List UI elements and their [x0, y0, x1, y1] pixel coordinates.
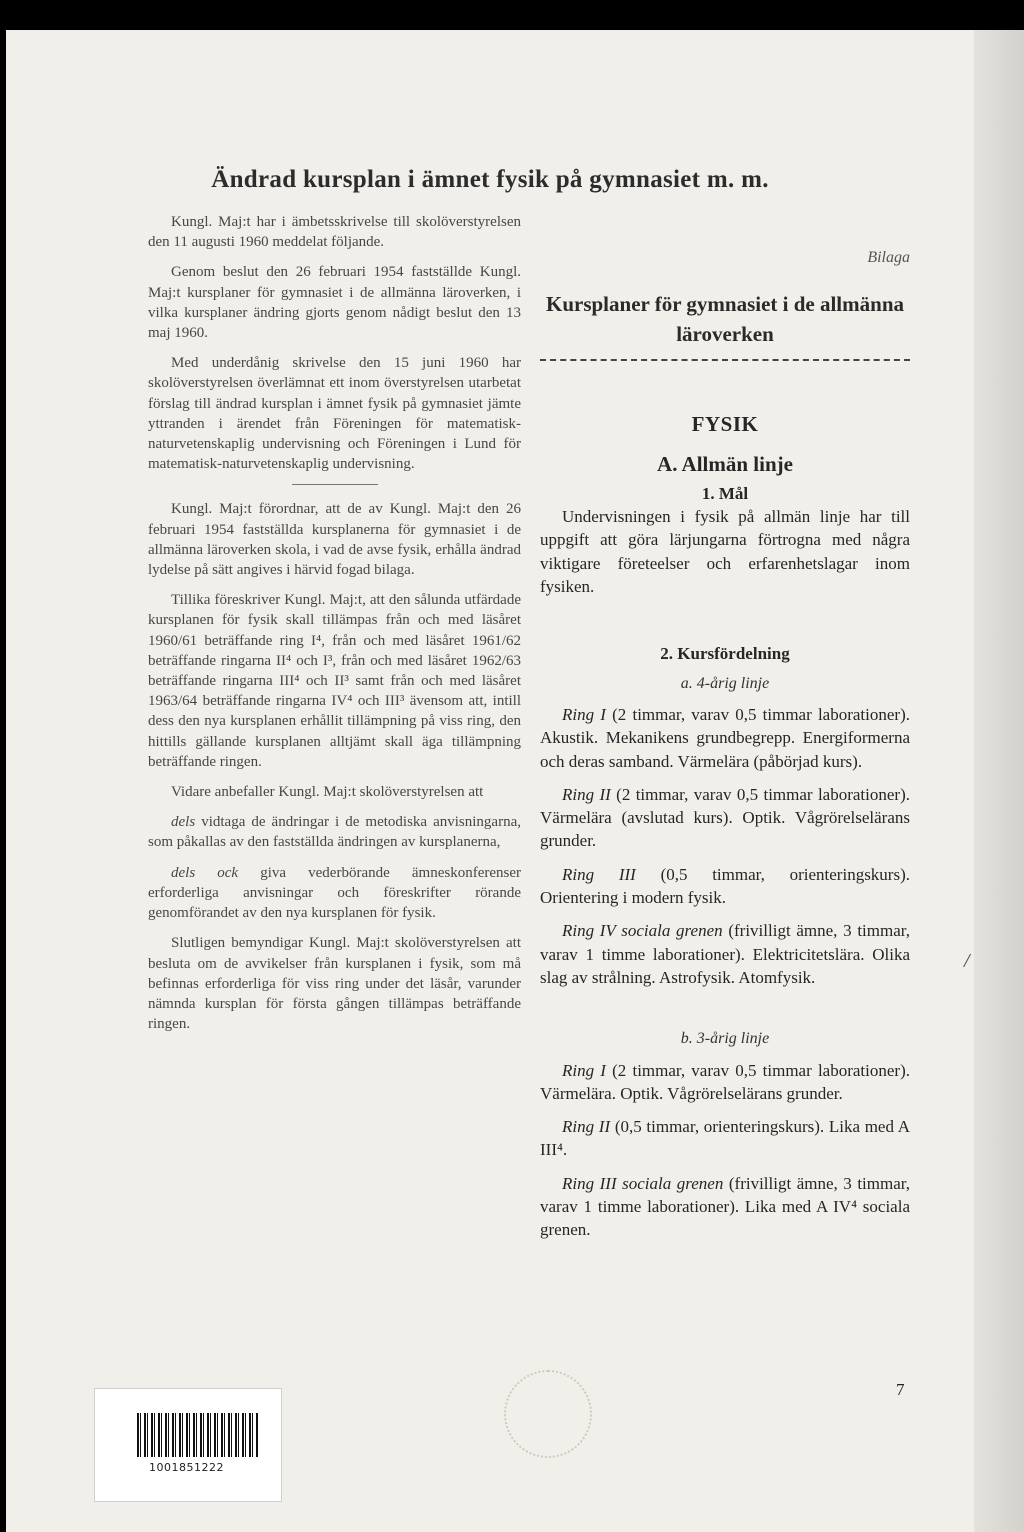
paragraph-tillika: Tillika föreskriver Kungl. Maj:t, att den sålunda utfärdade kursplanen för fysik skall tillämpas från och med läsåret 1960/61 beträffande ring I⁴, från och med läsåret 1961/62 beträffande ringarna II⁴ och I³, från och med läsåret 1962/63 beträffande ringarna III⁴ och II³ samt från och med läsåret 1963/64 beträffande ringarna IV⁴ och III³ ävensom att, intill dess den nya kursplanen erhållit tillämpning på viss ring, den hittills gällande kursplanen alltjämt skall äga tillämpning beträffande ringen.	[148, 592, 521, 770]
ring-lead: Ring I	[562, 1060, 606, 1080]
paragraph-skrivelse: Med underdånig skrivelse den 15 juni 1960 har skolöverstyrelsen överlämnat ett inom överstyrelsen utarbetat förslag till ändrad kursplan i ämnet fysik på gymnasiet jämte yttranden i ärendet från Föreningen för matematisk-naturvetenskaplig undervisning och Föreningen i Lund för matematisk-naturvetenskaplig undervisning.	[148, 355, 521, 473]
ring-item	[540, 703, 910, 773]
ring-item	[540, 863, 910, 910]
subject-heading: FYSIK	[691, 412, 759, 437]
barcode-number: 1001851222	[149, 1461, 224, 1474]
ring-lead: Ring I	[562, 704, 606, 724]
page-number: 7	[896, 1380, 905, 1399]
paragraph-beslut-1954: Genom beslut den 26 februari 1954 fastställde Kungl. Maj:t kursplaner för gymnasiet i de allmänna läroverken, i vilka kursplaner ändring gjorts genom nådigt beslut den 13 maj 1960.	[148, 264, 521, 342]
paragraph-dels	[148, 812, 521, 852]
barcode-label	[94, 1388, 282, 1502]
kursplaner-heading: Kursplaner för gymnasiet i de allmänna läroverken	[546, 292, 904, 347]
mal-text: Undervisningen i fysik på allmän linje har till uppgift att göra lärjungarna förtrogna med några viktigare företeelser och erfarenhetslagar inom fysiken.	[540, 507, 910, 597]
ring-lead: Ring IV sociala grenen	[562, 921, 723, 941]
margin-check-mark: /	[964, 950, 970, 972]
ring-item	[540, 1115, 910, 1162]
ring-text: (0,5 timmar, orienteringskurs). Lika med A III⁴.	[540, 1117, 910, 1160]
ring-lead: Ring III sociala grenen	[562, 1173, 724, 1193]
paragraph-slutligen: Slutligen bemyndigar Kungl. Maj:t skolöverstyrelsen att besluta om de avvikelser från kursplanen i fysik, som må befinnas erforderliga för viss ring under det läsår, varunder nämnda kursplan för första gången tillämpas beträffande ringen.	[148, 935, 521, 1033]
dels-ock-text: giva vederbörande ämneskonferenser erforderliga anvisningar och föreskrifter rörande genomförandet av den nya kursplanen för fysik.	[148, 864, 521, 922]
barcode-icon	[137, 1413, 259, 1457]
ring-item	[540, 1059, 910, 1106]
paragraph-vidare: Vidare anbefaller Kungl. Maj:t skolöverstyrelsen att	[171, 784, 484, 801]
ring-text: (2 timmar, varav 0,5 timmar laborationer). Värmelära (avslutad kurs). Optik. Vågrörelselärans grunder.	[540, 784, 910, 851]
document-page	[6, 30, 974, 1532]
paragraph-forordnar: Kungl. Maj:t förordnar, att de av Kungl. Maj:t den 26 februari 1954 fastställda kursplanerna för gymnasiet i de allmänna läroverken skola, i vad de avse fysik, erhålla ändrad lydelse på sätt angives i härvid fogad bilaga.	[148, 501, 521, 579]
left-column	[148, 212, 521, 1044]
three-year-line-heading: b. 3-årig linje	[680, 1030, 770, 1048]
kursfordelning-heading: 2. Kursfördelning	[660, 644, 790, 664]
ring-text: (0,5 timmar, orienteringskurs). Orientering i modern fysik.	[540, 864, 910, 908]
dels-lead: dels	[171, 814, 196, 831]
dels-ock-lead: dels ock	[171, 864, 239, 881]
ring-text: (2 timmar, varav 0,5 timmar laborationer). Värmelära. Optik. Vågrörelselärans grunder.	[540, 1060, 910, 1103]
ring-item	[540, 919, 910, 989]
paragraph-intro: Kungl. Maj:t har i ämbetsskrivelse till skolöverstyrelsen den 11 augusti 1960 meddelat följande.	[148, 214, 521, 251]
ring-text: (frivilligt ämne, 3 timmar, varav 1 timme laborationer). Elektricitetslära. Olika slag av strålning. Astrofysik. Atomfysik.	[540, 921, 910, 987]
document-title: Ändrad kursplan i ämnet fysik på gymnasiet m. m.	[211, 166, 769, 193]
dashed-divider	[540, 359, 910, 361]
section-divider	[292, 484, 378, 485]
ring-lead: Ring II	[562, 784, 611, 804]
library-stamp-mark	[504, 1370, 592, 1458]
ring-lead: Ring III	[562, 864, 636, 884]
right-column	[540, 246, 910, 1242]
ring-text: (2 timmar, varav 0,5 timmar laborationer). Akustik. Mekanikens grundbegrepp. Energiformerna och deras samband. Värmelära (påbörjad kurs).	[540, 704, 910, 771]
four-year-line-heading: a. 4-årig linje	[680, 674, 770, 692]
section-a-heading: A. Allmän linje	[657, 451, 793, 476]
paragraph-dels-ock	[148, 863, 521, 924]
scanner-edge-strip	[974, 30, 1024, 1532]
ring-lead: Ring II	[562, 1117, 611, 1137]
ring-item	[540, 1172, 910, 1242]
mal-heading: 1. Mål	[701, 483, 749, 503]
ring-item	[540, 783, 910, 853]
dels-text: vidtaga de ändringar i de metodiska anvisningarna, som påkallas av den fastställda ändringen av kursplanerna,	[148, 814, 521, 851]
bilaga-label: Bilaga	[867, 249, 910, 266]
ring-text: (frivilligt ämne, 3 timmar, varav 1 timme laborationer). Lika med A IV⁴ sociala grenen.	[540, 1173, 910, 1240]
